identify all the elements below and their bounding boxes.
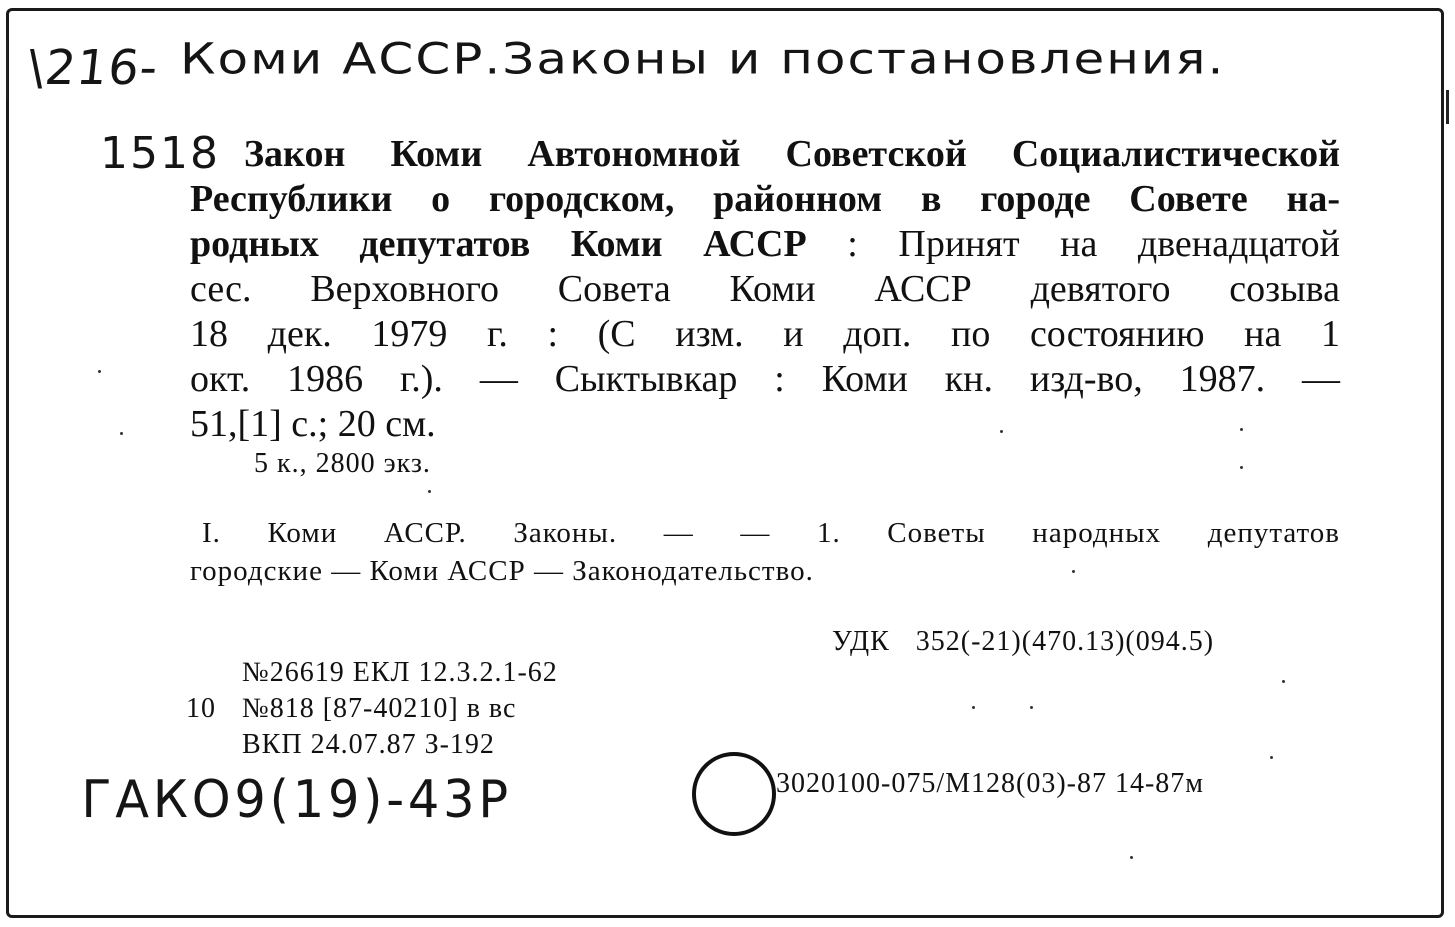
right-edge-mark: [1446, 90, 1449, 124]
speck: [1072, 570, 1075, 573]
speck: [1030, 706, 1033, 709]
price-and-print-run: 5 к., 2800 экз.: [254, 448, 431, 479]
handwritten-heading: Коми АССР.Законы и постановления.: [180, 34, 1226, 84]
description-line-5: 18 дек. 1979 г. : (С изм. и доп. по состоянию на 1: [190, 313, 1340, 355]
tech-line-3-text: ВКП 24.07.87 З-192: [242, 729, 495, 760]
description-line-6: окт. 1986 г.). — Сыктывкар : Коми кн. изд-во, 1987. —: [190, 358, 1340, 400]
speck: [1000, 430, 1003, 433]
subject-line-2: городские — Коми АССР — Законодательство.: [190, 555, 814, 587]
description-line-3: [190, 222, 1340, 267]
tech-line-2-prefix: 10: [186, 693, 216, 724]
udk-label: УДК: [832, 626, 890, 657]
description-line-4: сес. Верховного Совета Коми АССР девятого созыва: [190, 268, 1340, 310]
tech-line-1: [186, 655, 558, 691]
isbn-circle-mark: [692, 752, 776, 836]
speck: [120, 432, 123, 435]
speck: [1270, 756, 1273, 759]
tech-line-2-text: №818 [87-40210] в вс: [242, 693, 517, 724]
handwritten-entry-number: 1518: [100, 128, 220, 179]
left-edge-mark: [6, 40, 8, 100]
subject-line-1: I. Коми АССР. Законы. — — 1. Советы народных депутатов: [202, 517, 1340, 549]
speck: [1240, 466, 1243, 469]
speck: [98, 370, 101, 373]
description-line-2: [190, 177, 1340, 222]
tech-line-2: [186, 691, 558, 727]
udk-classification: [832, 626, 1214, 658]
handwritten-shelf-mark: ГАКО9(19)-43Р: [81, 770, 512, 830]
udk-value: 352(-21)(470.13)(094.5): [915, 626, 1215, 657]
title-part-2: Республики о городском, районном в городе Совете на-: [190, 178, 1340, 220]
speck: [428, 490, 431, 493]
description-line-1: [190, 132, 1340, 177]
speck: [1130, 856, 1133, 859]
speck: [1240, 428, 1243, 431]
technical-data: [186, 655, 558, 763]
speck: [972, 706, 975, 709]
publication-code: 3020100-075/М128(03)-87 14-87м: [776, 768, 1205, 799]
description-line-7: 51,[1] с.; 20 см.: [190, 403, 436, 445]
tech-line-3: [186, 727, 558, 763]
title-continuation: : Принят на двенадцатой: [806, 223, 1340, 265]
tech-line-1-text: №26619 ЕКЛ 12.3.2.1-62: [242, 657, 558, 688]
speck: [1282, 680, 1285, 683]
title-part-1: Закон Коми Автономной Советской Социалистической: [244, 133, 1340, 175]
handwritten-call-number: \216-: [25, 40, 162, 96]
bibliographic-description: [190, 132, 1340, 447]
subject-headings: [190, 514, 1340, 590]
title-part-3: родных депутатов Коми АССР: [190, 223, 807, 265]
